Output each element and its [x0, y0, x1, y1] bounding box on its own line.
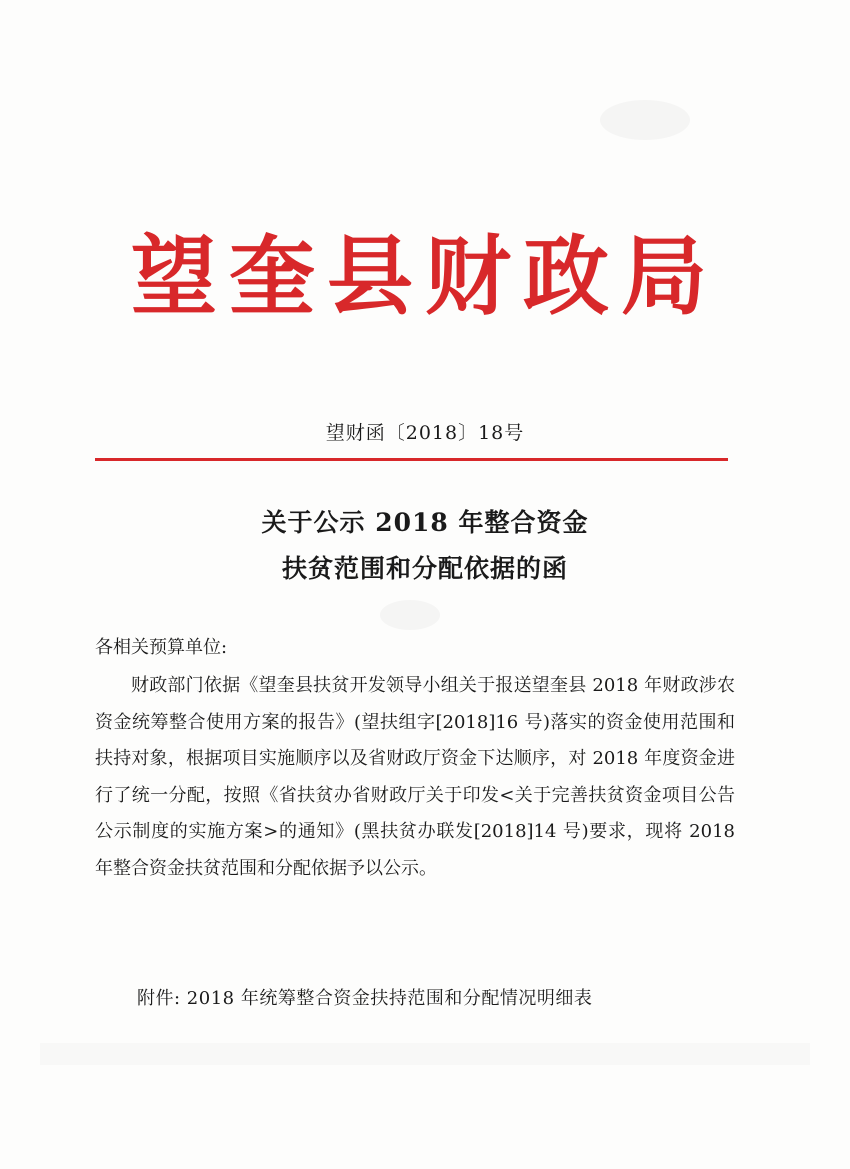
bleed-through-strip: [40, 1043, 810, 1065]
body-paragraph: 财政部门依据《望奎县扶贫开发领导小组关于报送望奎县 2018 年财政涉农资金统筹整合使用方案的报告》(望扶组字[2018]16 号)落实的资金使用范围和扶持对象，根据项目实施顺序以及省财政厅资金下达顺序，对 2018 年度资金进行了统一分配，按照《省扶贫办省财政厅关于印发<关于完善扶贫资金项目公告公示制度的实施方案>的通知》(黑扶贫办联发[2018]14 号)要求，现将 2018 年整合资金扶贫范围和分配依据予以公示。: [95, 675, 735, 879]
document-title: [0, 500, 850, 592]
document-number: 望财函〔2018〕18号: [325, 422, 525, 444]
scan-smudge: [380, 600, 440, 630]
scan-smudge: [600, 100, 690, 140]
title-line-1: 关于公示 2018 年整合资金: [261, 508, 589, 537]
attachment-note: 附件: 2018 年统筹整合资金扶持范围和分配情况明细表: [137, 988, 593, 1009]
red-header-rule: [95, 458, 728, 461]
salutation: 各相关预算单位:: [95, 637, 228, 658]
title-line-2: 扶贫范围和分配依据的函: [281, 554, 568, 583]
issuing-authority-name: 望奎县财政局: [131, 227, 719, 327]
